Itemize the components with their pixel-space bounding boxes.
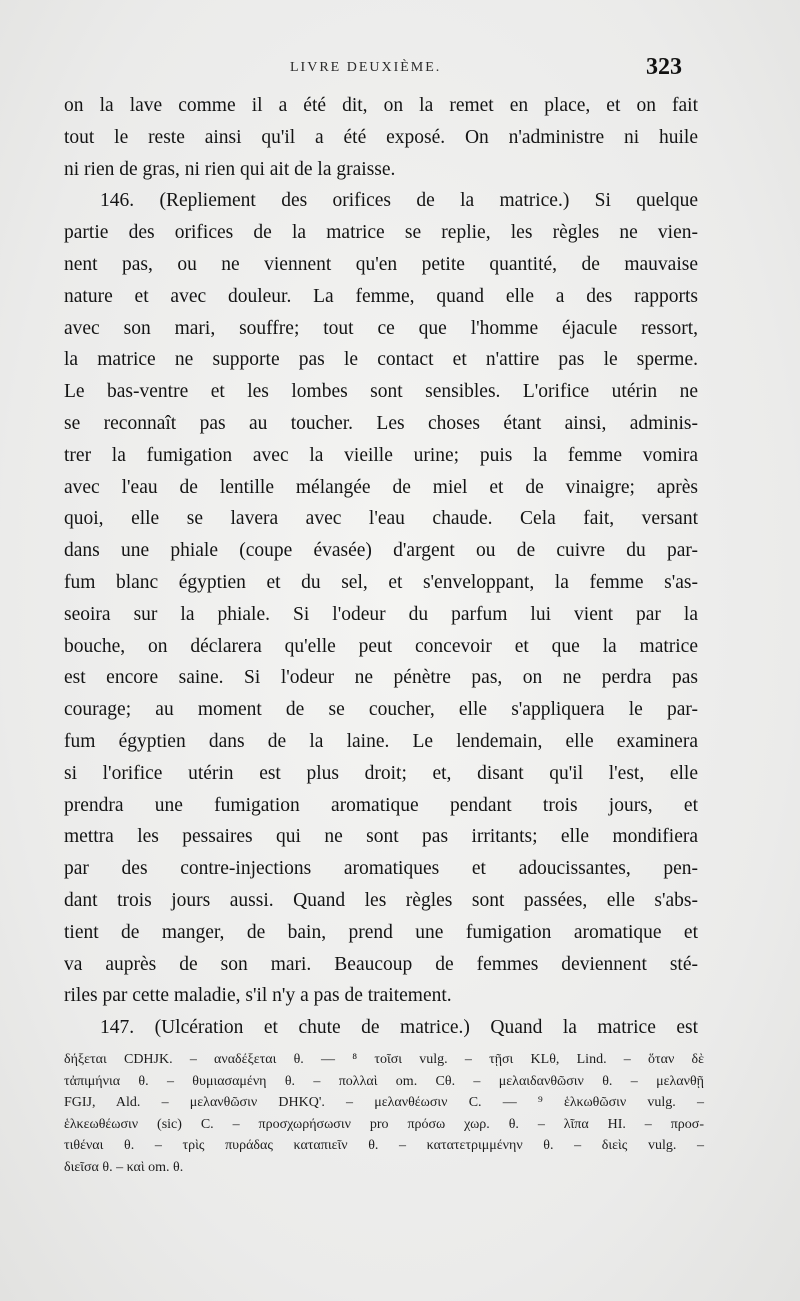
text-line: seoira sur la phiale. Si l'odeur du parfum lui vient par la bbox=[64, 603, 698, 625]
footnote-line: ἑλκεωθέωσιν (sic) C. – προσχωρήσωσιν pro πρόσω χωρ. θ. – λῖπα HI. – προσ- bbox=[64, 1116, 704, 1132]
text-line: par des contre-injections aromatiques et adoucissantes, pen- bbox=[64, 858, 698, 880]
text-line: avec son mari, souffre; tout ce que l'homme éjacule ressort, bbox=[64, 317, 698, 339]
running-title: LIVRE DEUXIÈME. bbox=[290, 60, 442, 75]
text-line: la matrice ne supporte pas le contact et n'attire pas le sperme. bbox=[64, 349, 698, 371]
section-146-heading-line: 146. (Repliement des orifices de la matrice.) Si quelque bbox=[100, 190, 698, 212]
text-line: va auprès de son mari. Beaucoup de femmes deviennent sté- bbox=[64, 953, 698, 975]
text-line: si l'orifice utérin est plus droit; et, disant qu'il l'est, elle bbox=[64, 762, 698, 784]
footnote-line: τἀπιμήνια θ. – θυμιασαμένη θ. – πολλαὶ om. Cθ. – μελαιδανθῶσιν θ. – μελανθῇ bbox=[64, 1073, 704, 1089]
text-line: fum blanc égyptien et du sel, et s'enveloppant, la femme s'as- bbox=[64, 571, 698, 593]
main-text bbox=[64, 90, 698, 1044]
section-147-heading-line: 147. (Ulcération et chute de matrice.) Quand la matrice est bbox=[100, 1017, 698, 1039]
text-line: on la lave comme il a été dit, on la remet en place, et on fait bbox=[64, 95, 698, 116]
footnote-line: FGIJ, Ald. – μελανθῶσιν DHKQ'. – μελανθέωσιν C. — ⁹ ἑλκωθῶσιν vulg. – bbox=[64, 1095, 704, 1110]
footnotes bbox=[64, 1049, 704, 1178]
text-line: tout le reste ainsi qu'il a été exposé. On n'administre ni huile bbox=[64, 126, 698, 148]
text-line: courage; au moment de se coucher, elle s'appliquera le par- bbox=[64, 699, 698, 721]
text-line: dans une phiale (coupe évasée) d'argent ou de cuivre du par- bbox=[64, 540, 698, 562]
text-line: nature et avec douleur. La femme, quand elle a des rapports bbox=[64, 285, 698, 307]
footnote-line: διεῖσα θ. – καὶ om. θ. bbox=[64, 1159, 184, 1175]
text-line: bouche, on déclarera qu'elle peut concevoir et que la matrice bbox=[64, 635, 698, 657]
text-line: tient de manger, de bain, prend une fumigation aromatique et bbox=[64, 921, 698, 943]
text-line: se reconnaît pas au toucher. Les choses étant ainsi, adminis- bbox=[64, 412, 698, 434]
text-line: avec l'eau de lentille mélangée de miel et de vinaigre; après bbox=[64, 476, 698, 498]
text-line: ni rien de gras, ni rien qui ait de la graisse. bbox=[64, 158, 396, 180]
page-number: 323 bbox=[646, 54, 682, 80]
text-line: trer la fumigation avec la vieille urine; puis la femme vomira bbox=[64, 444, 698, 466]
text-line: nent pas, ou ne viennent qu'en petite quantité, de mauvaise bbox=[64, 253, 698, 275]
footnote-line: τιθέναι θ. – τρὶς πυράδας καταπιεῖν θ. – κατατετριμμένην θ. – διεὶς vulg. – bbox=[64, 1138, 704, 1153]
text-line: quoi, elle se lavera avec l'eau chaude. Cela fait, versant bbox=[64, 508, 698, 530]
text-line: mettra les pessaires qui ne sont pas irritants; elle mondifiera bbox=[64, 826, 698, 848]
text-line: fum égyptien dans de la laine. Le lendemain, elle examinera bbox=[64, 730, 698, 752]
text-line: est encore saine. Si l'odeur ne pénètre pas, on ne perdra pas bbox=[64, 667, 698, 689]
text-line: dant trois jours aussi. Quand les règles sont passées, elle s'abs- bbox=[64, 889, 698, 911]
text-line: Le bas-ventre et les lombes sont sensibles. L'orifice utérin ne bbox=[64, 381, 698, 403]
footnote-line: δήξεται CDHJK. – αναδέξεται θ. — ⁸ τοῖσι vulg. – τῇσι KLθ, Lind. – ὅταν δὲ bbox=[64, 1052, 704, 1067]
text-line: prendra une fumigation aromatique pendant trois jours, et bbox=[64, 794, 698, 816]
text-line: partie des orifices de la matrice se replie, les règles ne vien- bbox=[64, 222, 698, 244]
text-line: riles par cette maladie, s'il n'y a pas de traitement. bbox=[64, 985, 452, 1007]
running-head bbox=[0, 54, 800, 84]
